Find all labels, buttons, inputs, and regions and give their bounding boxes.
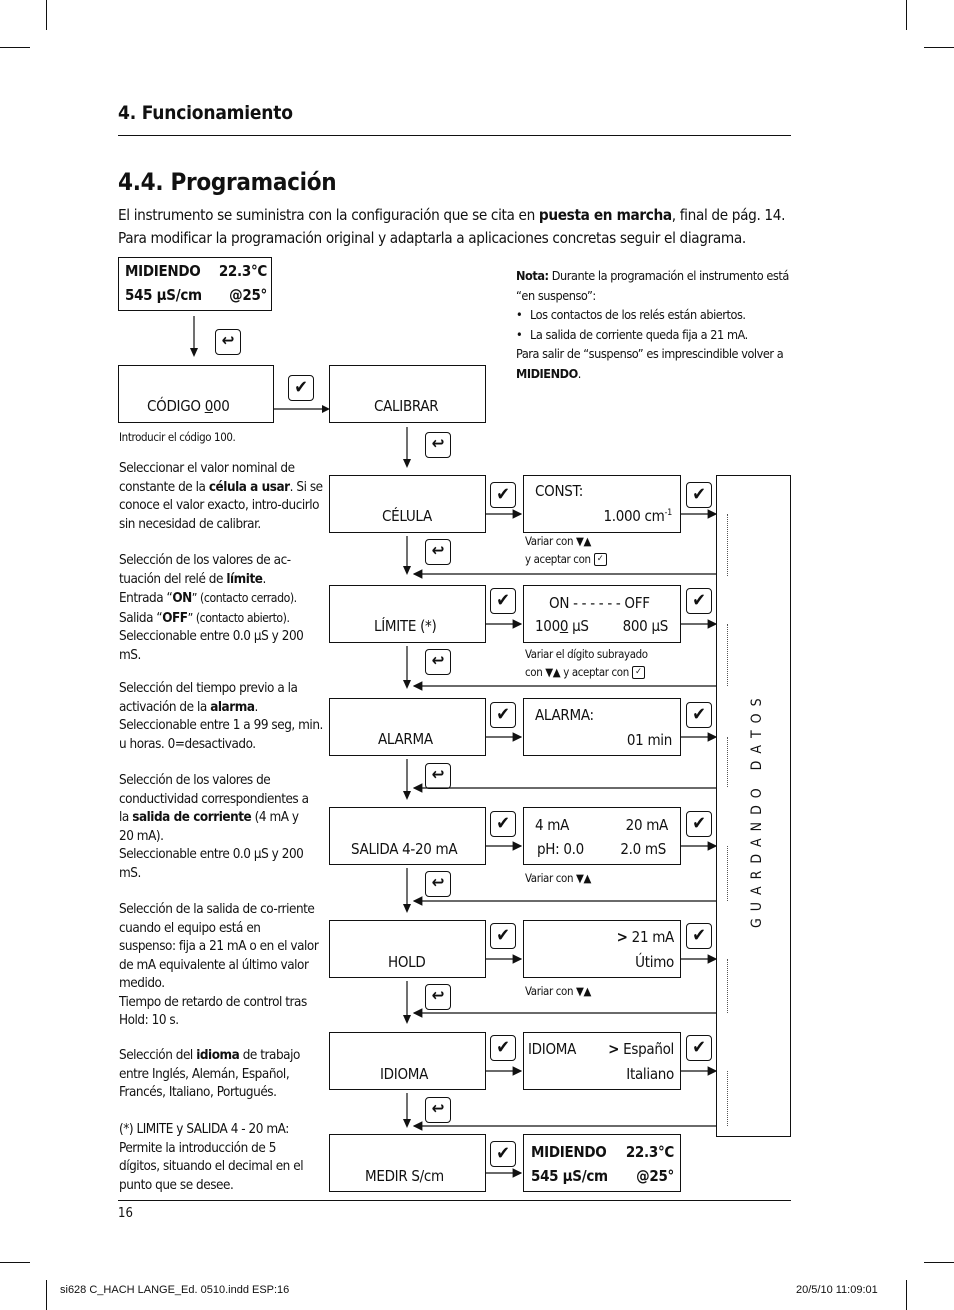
- alarma-box: [329, 698, 486, 756]
- arrow-down-calibrar: [397, 427, 417, 469]
- display-temp: 22.3°C: [218, 262, 267, 280]
- note-bullet-1: Los contactos de los relés están abiertos.: [530, 307, 746, 322]
- note-end-dot: .: [577, 365, 581, 381]
- footer-file: si628 C_HACH LANGE_Ed. 0510.indd ESP:16: [60, 1284, 290, 1296]
- display-ref-temp: @25°: [229, 286, 267, 304]
- const-box: [523, 475, 681, 533]
- menu-limite: LÍMITE (*): [374, 617, 437, 635]
- idioma-values-box: [523, 1032, 681, 1090]
- display-label: MIDIENDO: [125, 262, 201, 280]
- intro-paragraph: [118, 204, 808, 250]
- limite-on-value: 1000 µS: [535, 617, 589, 635]
- display-temp: 22.3°C: [625, 1143, 674, 1161]
- limite-hint-1: Variar el dígito subrayado: [525, 647, 648, 661]
- idioma-italiano: Italiano: [626, 1065, 674, 1083]
- salida-20ma-value: 2.0 mS: [620, 840, 666, 858]
- menu-medir: MEDIR S/cm: [365, 1167, 444, 1185]
- limite-box: [329, 585, 486, 643]
- calibrar-label: CALIBRAR: [374, 397, 439, 415]
- check-icon: ✔: [490, 811, 516, 837]
- arrow-down: [397, 759, 417, 801]
- alarma-label: ALARMA:: [535, 706, 594, 724]
- limite-on-off: ON - - - - - - OFF: [549, 594, 650, 612]
- note-text: Durante la programación el instrumento está “en suspenso”:: [516, 268, 789, 303]
- codigo-hint: Introducir el código 100.: [119, 430, 236, 444]
- arrow-down-1: [184, 316, 204, 358]
- check-icon: ✔: [490, 923, 516, 949]
- desc-salida: Selección de los valores de conductividad correspondientes a la salida de corriente (4 mA y 20 mA). Seleccionable entre 0.0 µS y 200 mS.: [119, 773, 309, 881]
- note-end-bold: MIDIENDO: [516, 365, 578, 381]
- intro-text-end: , final de pág. 14. Para modificar la programación original y adaptarla a aplicaciones concretas seguir el diagrama.: [118, 206, 786, 247]
- return-icon: ↩: [425, 984, 451, 1010]
- check-icon: ✔: [686, 811, 712, 837]
- footer-rule: [118, 1200, 791, 1201]
- check-icon: ✔: [686, 1035, 712, 1061]
- menu-celula: CÉLULA: [382, 507, 432, 525]
- salida-4ma-value: pH: 0.0: [537, 840, 584, 858]
- display-ref-temp: @25°: [636, 1167, 674, 1185]
- arrow-down: [397, 536, 417, 576]
- codigo-label: CÓDIGO 000: [147, 397, 230, 415]
- limite-hint-2: con ▼▲ y aceptar con ✓: [525, 663, 645, 681]
- arrow-down: [397, 868, 417, 914]
- header-rule: [118, 135, 791, 136]
- idioma-espanol: > Español: [608, 1040, 674, 1058]
- page-number: 16: [118, 1206, 133, 1221]
- note-bullet-2: La salida de corriente queda fija a 21 mA.: [530, 326, 748, 342]
- menu-hold: HOLD: [388, 953, 426, 971]
- hold-box: [329, 920, 486, 978]
- alarma-value: 01 min: [626, 731, 672, 749]
- desc-idioma: Selección del idioma de trabajo entre Inglés, Alemán, Español, Francés, Italiano, Portugués.: [119, 1048, 300, 1100]
- desc-alarma: Selección del tiempo previo a la activación de la alarma. Seleccionable entre 1 a 99 seg, min. u horas. 0=desactivado.: [119, 681, 323, 752]
- return-icon: ↩: [425, 1097, 451, 1123]
- return-icon: ↩: [215, 329, 241, 355]
- section-heading: 4. Funcionamiento: [118, 102, 293, 124]
- note-bold: Nota:: [516, 268, 549, 283]
- limite-off-value: 800 µS: [622, 617, 668, 635]
- display-midiendo-bottom: [523, 1134, 681, 1192]
- note-block: Nota: Durante la programación el instrumento está “en suspenso”: • Los contactos de los relés están abiertos. • La salida de corriente queda fija a 21 mA. Para salir de “suspenso” es imprescindible volver a MIDIENDO.: [516, 268, 789, 381]
- desc-hold: Selección de la salida de co-rriente cuando el equipo está en suspenso: fija a 21 mA o en el valor de mA equivalente al último valor medido. Tiempo de retardo de control tras Hold: 10 s.: [119, 902, 319, 1028]
- arrow-right-codigo: [274, 403, 332, 415]
- menu-salida: SALIDA 4-20 mA: [351, 840, 458, 858]
- const-hint-2: y aceptar con ✓: [525, 550, 607, 568]
- display-midiendo-top: [118, 257, 272, 311]
- check-icon: ✔: [686, 702, 712, 728]
- salida-4ma: 4 mA: [535, 816, 570, 834]
- return-icon: ↩: [425, 539, 451, 565]
- medir-box: [329, 1134, 486, 1192]
- salida-20ma: 20 mA: [625, 816, 668, 834]
- hold-values-box: [523, 920, 681, 978]
- check-icon: ✔: [490, 482, 516, 508]
- check-icon: ✔: [686, 923, 712, 949]
- celula-box: [329, 475, 486, 533]
- menu-alarma: ALARMA: [378, 730, 433, 748]
- footnote: (*) LIMITE y SALIDA 4 - 20 mA: Permite la introducción de 5 dígitos, situando el decimal en el punto que se desee.: [119, 1122, 304, 1193]
- return-icon: ↩: [425, 432, 451, 458]
- intro-bold: puesta en marcha: [538, 206, 672, 224]
- guardando-label: G U A R D A N D O D A T O S: [749, 696, 765, 928]
- return-icon: ↩: [425, 871, 451, 897]
- arrow-down: [397, 1093, 417, 1129]
- hold-hint: Variar con ▼▲: [525, 984, 592, 998]
- display-label: MIDIENDO: [531, 1143, 607, 1161]
- const-label: CONST:: [535, 482, 584, 500]
- check-icon: ✔: [288, 375, 314, 401]
- salida-hint: Variar con ▼▲: [525, 871, 592, 885]
- intro-text: El instrumento se suministra con la configuración que se cita en: [118, 206, 539, 224]
- const-hint-1: Variar con ▼▲: [525, 534, 592, 548]
- check-icon: ✔: [490, 1035, 516, 1061]
- display-conductivity: 545 µS/cm: [125, 286, 202, 304]
- check-icon: ✔: [490, 588, 516, 614]
- const-value: 1.000 $cm^{-1}$: [603, 507, 672, 525]
- idioma-label: IDIOMA: [528, 1040, 577, 1058]
- note-end: Para salir de “suspenso” es imprescindible volver a: [516, 346, 784, 361]
- page-title: 4.4. Programación: [118, 168, 337, 196]
- return-icon: ↩: [425, 763, 451, 789]
- return-icon: ↩: [425, 649, 451, 675]
- alarma-values-box: [523, 698, 681, 756]
- codigo-box: [118, 365, 274, 423]
- idioma-box: [329, 1032, 486, 1090]
- footer-date: 20/5/10 11:09:01: [796, 1284, 878, 1296]
- calibrar-box: [329, 365, 486, 423]
- check-icon: ✔: [490, 1141, 516, 1167]
- desc-limite: Selección de los valores de ac-tuación del relé de límite. Entrada “ON” (contacto cerrado). Salida “OFF” (contacto abierto). Seleccionable entre 0.0 µS y 200 mS.: [119, 553, 304, 663]
- desc-celula: Seleccionar el valor nominal de constante de la célula a usar. Si se conoce el valor exacto, intro-ducirlo sin necesidad de calibrar.: [119, 461, 323, 532]
- limite-values-box: [523, 585, 681, 643]
- display-conductivity: 545 µS/cm: [531, 1167, 608, 1185]
- arrow-down: [397, 981, 417, 1025]
- check-icon: ✔: [686, 588, 712, 614]
- check-icon: ✔: [490, 702, 516, 728]
- arrow-down: [397, 646, 417, 690]
- check-icon: ✔: [686, 482, 712, 508]
- hold-21ma: > 21 mA: [616, 928, 674, 946]
- menu-idioma: IDIOMA: [380, 1065, 429, 1083]
- hold-ultimo: Útimo: [635, 953, 674, 971]
- salida-box: [329, 807, 486, 865]
- salida-values-box: [523, 807, 681, 865]
